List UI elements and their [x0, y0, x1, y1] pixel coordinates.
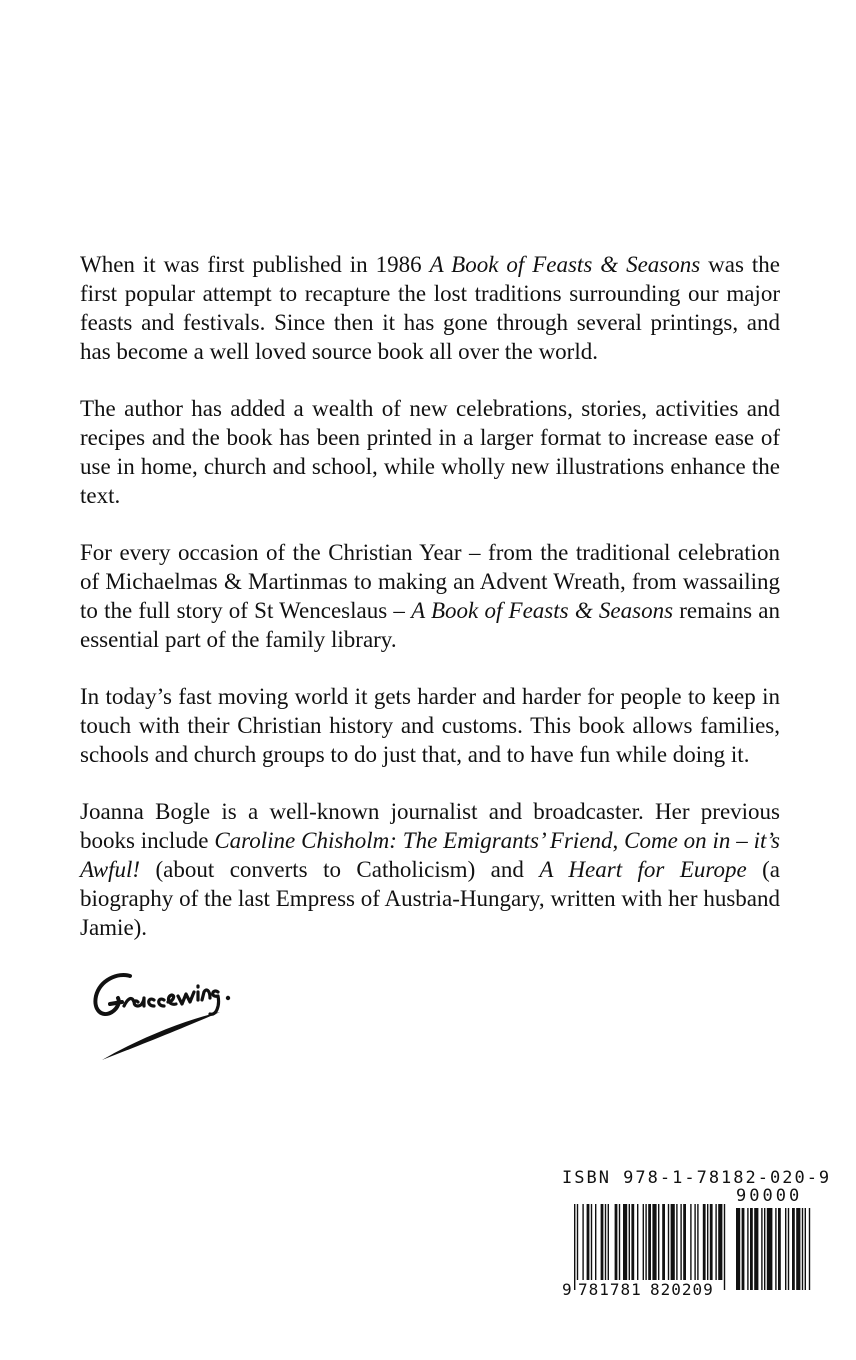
barcode-bar: [718, 1204, 722, 1280]
barcode-bar: [587, 1204, 590, 1280]
barcode-bar: [668, 1204, 669, 1280]
barcode-bar: [697, 1204, 698, 1280]
ean-left-group: 781781: [578, 1280, 642, 1299]
barcode-bar: [676, 1204, 677, 1280]
barcode-bar: [710, 1204, 713, 1280]
barcode-bar: [615, 1204, 618, 1280]
blurb-paragraph: [80, 538, 780, 654]
barcode-bar: [694, 1204, 695, 1280]
blurb-paragraph: [80, 797, 780, 942]
barcode-bar: [623, 1204, 627, 1280]
addon-bar: [792, 1208, 795, 1290]
text-run: remains an essential part of the family library.: [80, 598, 780, 652]
italic-title-run: Caroline Chisholm: The Emigrants’ Friend: [214, 828, 613, 853]
italic-title-run: Come on in – it’s Awful!: [80, 828, 780, 882]
barcode-bar: [608, 1204, 609, 1280]
blurb-paragraph: [80, 682, 780, 769]
italic-title-run: A Heart for Europe: [539, 857, 747, 882]
barcode-bar: [574, 1204, 575, 1290]
text-run: The author has added a wealth of new celebrations, stories, activities and recipes and the book has been printed in a larger format to increase ease of use in home, church and school, while wholly new illustrations enhance the text.: [80, 396, 780, 508]
barcode-bar: [648, 1204, 651, 1290]
barcode-bar: [577, 1204, 578, 1290]
text-run: Joanna Bogle is a well-known journalist and broadcaster. Her previous books include: [80, 799, 780, 853]
addon-bar: [742, 1208, 745, 1290]
barcode-bar: [671, 1204, 675, 1280]
ean-right-group: 820209: [650, 1280, 714, 1299]
barcode-bar: [591, 1204, 592, 1280]
text-run: When it was first published in 1986: [80, 252, 430, 277]
blurb-paragraph: [80, 394, 780, 510]
italic-title-run: A Book of Feasts & Seasons: [429, 252, 701, 277]
addon-bar: [775, 1208, 776, 1290]
back-cover-blurb: [80, 250, 780, 970]
addon-bar: [754, 1208, 758, 1290]
addon-bar: [785, 1208, 786, 1290]
barcode-bar: [605, 1204, 606, 1280]
barcode-bar: [724, 1204, 725, 1290]
italic-title-run: A Book of Feasts & Seasons: [411, 598, 674, 623]
text-run: For every occasion of the Christian Year – from the traditional celebration of Michaelmas & Martinmas to making an Advent Wreath, from wassailing to the full story of St Wenceslaus –: [80, 540, 780, 623]
barcode-bar: [582, 1204, 583, 1280]
barcode-bar: [637, 1204, 638, 1280]
addon-bar: [761, 1208, 762, 1290]
barcode-bar: [690, 1204, 691, 1280]
barcode-bar: [715, 1204, 716, 1280]
gracewing-publisher-logo: [88, 968, 258, 1064]
addon-bar: [750, 1208, 753, 1290]
isbn-label: ISBN 978-1-78182-020-9: [562, 1168, 832, 1188]
price-code: 90000: [736, 1186, 803, 1206]
text-run: (a biography of the last Empress of Austria-Hungary, written with her husband Jamie).: [80, 857, 781, 940]
isbn-barcode: [560, 1168, 832, 1308]
barcode-bar: [683, 1204, 686, 1280]
barcode-bar: [658, 1204, 659, 1280]
text-run: ,: [612, 828, 625, 853]
barcode-bar: [652, 1204, 656, 1280]
addon-bar: [764, 1208, 765, 1290]
addon-bar: [747, 1208, 748, 1290]
addon-bar: [788, 1208, 789, 1290]
barcode-bar: [643, 1204, 644, 1280]
barcode-bars: [560, 1204, 812, 1290]
ean-first-digit: 9: [562, 1280, 572, 1299]
addon-bar: [802, 1208, 803, 1290]
addon-bar: [767, 1208, 773, 1290]
barcode-bar: [631, 1204, 634, 1280]
barcode-bar: [645, 1204, 646, 1280]
addon-bar: [796, 1208, 800, 1290]
addon-bar: [809, 1208, 810, 1290]
text-run: In today’s fast moving world it gets harder and harder for people to keep in touch with their Christian history and customs. This book allows families, schools and church groups to do just that, and to have fun while doing it.: [80, 684, 780, 767]
text-run: (about converts to Catholicism) and: [140, 857, 540, 882]
barcode-bar: [619, 1204, 620, 1280]
addon-bar: [778, 1208, 781, 1290]
addon-bar: [805, 1208, 806, 1290]
barcode-bar: [707, 1204, 708, 1280]
barcode-bar: [680, 1204, 681, 1280]
barcode-bar: [662, 1204, 665, 1280]
barcode-bar: [629, 1204, 630, 1280]
barcode-bar: [595, 1204, 596, 1280]
text-run: was the first popular attempt to recapture the lost traditions surrounding our major feasts and festivals. Since then it has gone through several printings, and has become a well loved source book all over the world.: [80, 252, 780, 364]
addon-bar: [736, 1208, 740, 1290]
blurb-paragraph: [80, 250, 780, 366]
barcode-bar: [703, 1204, 706, 1280]
barcode-bar: [601, 1204, 604, 1280]
